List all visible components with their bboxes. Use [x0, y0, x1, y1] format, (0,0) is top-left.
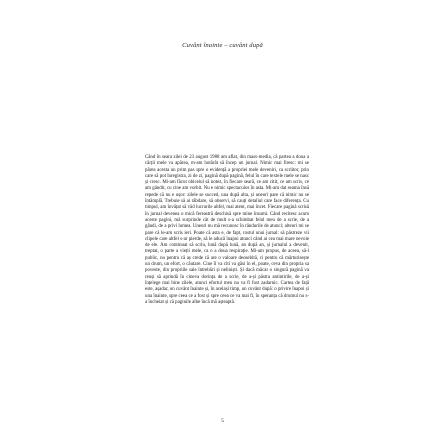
page-number: 5: [221, 418, 224, 424]
body-paragraph: Când în seara zilei de 23 august 1988 am aflat, din mass-media, că partea a doua a cărții mele va apărea, m-am hotărât să încep un jurnal. Nimic mai firesc: mi se părea acesta un prim pas spre o evidență a propriei mele deveniri, ca scriitor, prin care să pot înregistra, zi de zi, pagină după pagină, felul în care textele mele se nasc și cresc. Mi-am făcut obiceiul să notez, în fiecare seară, ce am citit, ce am scris, ce am gândit, cu cine am vorbit. Nu e nimic spectaculos în asta. Mi-am dat seama însă repede că nu e ușor: zilele se succed, una după alta, și uneori pare că nimic nu se întâmplă. Trebuie să ai răbdare, să observi, să cauți detaliul care face diferența. Cu timpul, am învățat să văd lucrurile altfel, mai atent, mai încet. Fiecare pagină scrisă în jurnal devenea o mică fereastră deschisă spre mine însumi. Când recitesc acum aceste pagini, mă surprinde cât de mult s-a schimbat felul meu de a scrie, de a gândi, de a privi lumea. Uneori nu mă recunosc în rândurile de atunci; alteori mi se pare că le-am scris ieri. Poate că asta e, de fapt, rostul unui jurnal: să păstreze vii clipele care altfel s-ar pierde, să le aducă înapoi atunci când ai cea mai mare nevoie de ele. Am continuat să scriu, lună după lună, an după an, și jurnalul a devenit, treptat, o parte a vieții mele, ca o a doua respirație. Mi-am propus, de aceea, să-l public, nu pentru că aș crede că are o valoare deosebită, ci pentru că mărturisește un drum, un efort, o căutare. Cine îl va citi va găsi în el, poate, ceva din propria sa poveste, din propriile sale întrebări și neliniști. Și dacă măcar o singură pagină va reuși să aprindă în cineva dorința de a scrie, de a-și păstra amintirile, de a-și înțelege mai bine zilele, atunci efortul meu nu va fi fost zadarnic. Cartea de față este, așadar, un cuvânt înainte și, în același timp, un cuvânt după: o privire înapoi și una înainte, spre ceea ce a fost și spre ceea ce va mai fi, în speranța că drumul nu s-a încheiat și că paginile albe încă mă așteaptă.: [145, 155, 309, 305]
running-head-title: Cuvânt înainte – cuvânt după: [182, 42, 263, 49]
